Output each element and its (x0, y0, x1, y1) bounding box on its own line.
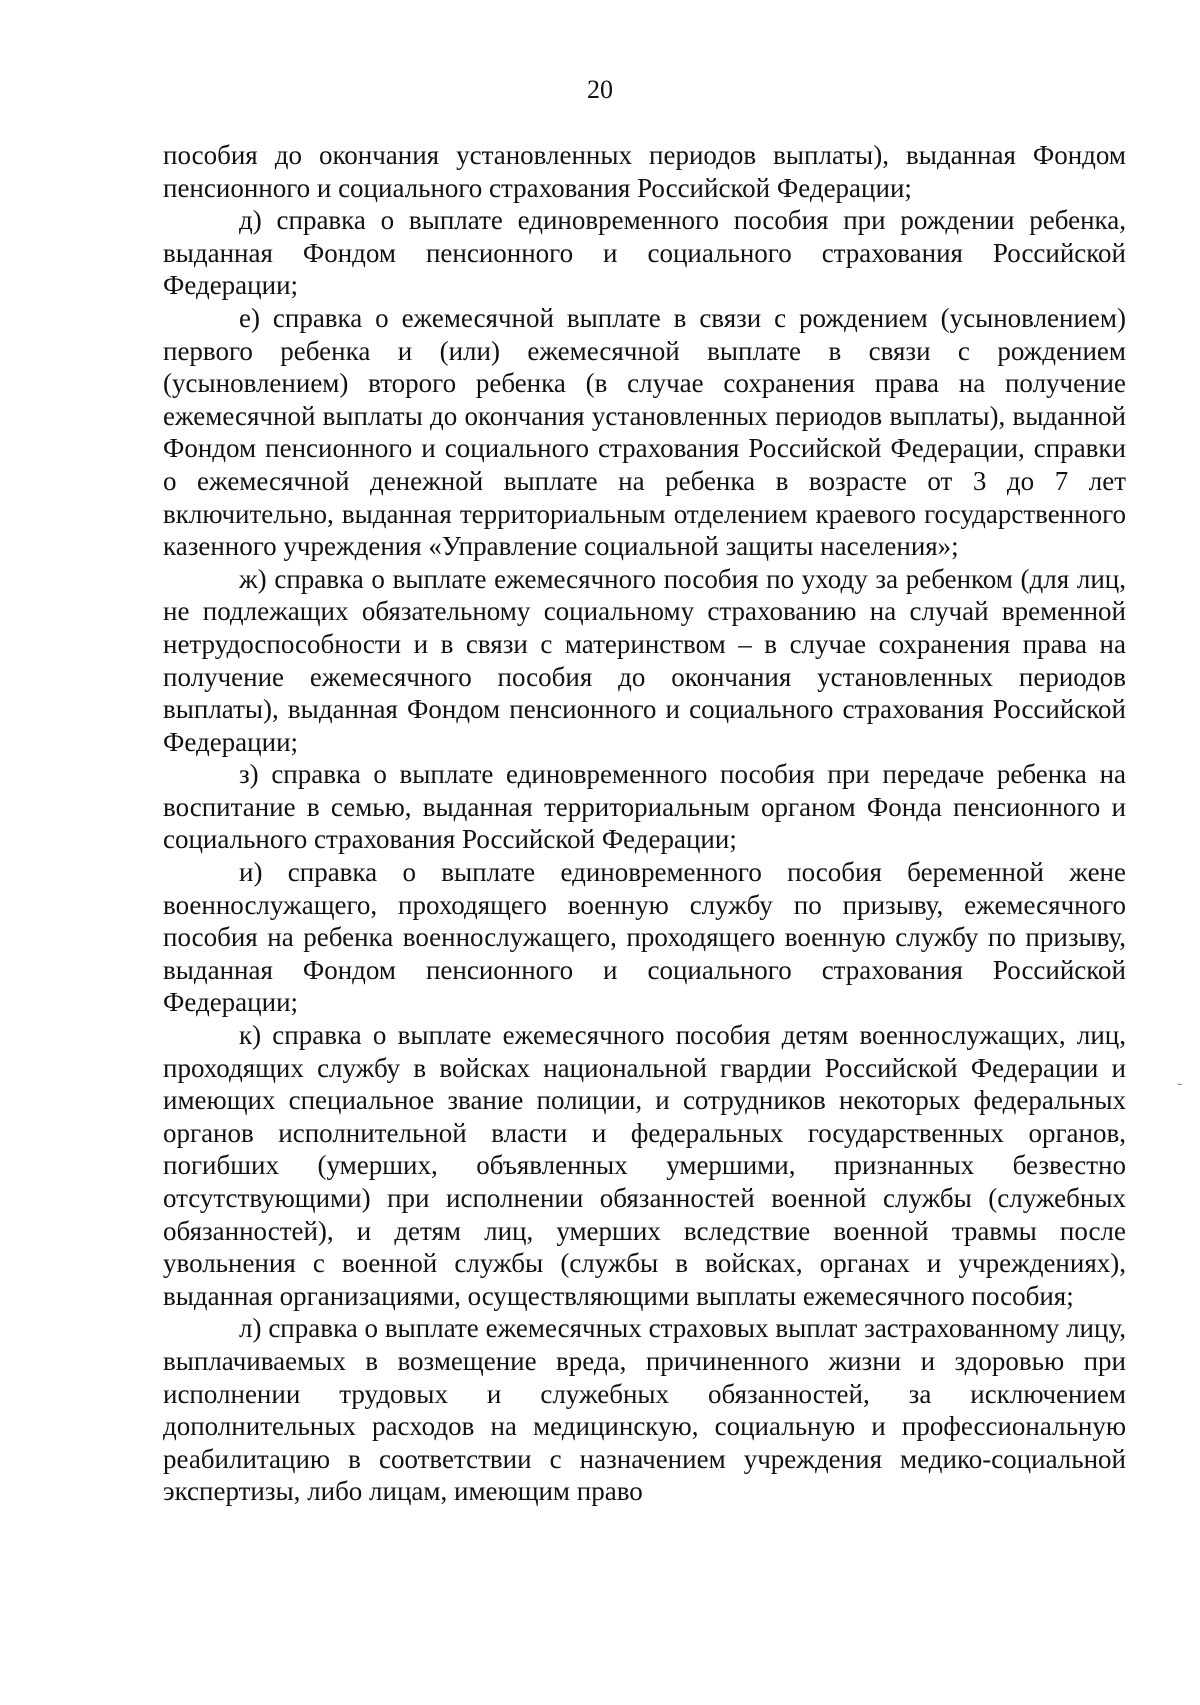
paragraph-continuation: пособия до окончания установленных периодов выплаты), выданная Фондом пенсионного и социального страхования Российской Федерации; (163, 140, 1126, 203)
paragraph-item-i: и) справка о выплате единовременного пособия беременной жене военнослужащего, проходящего военную службу по призыву, ежемесячного пособия на ребенка военнослужащего, проходящего военную службу по призыву, выданная Фондом пенсионного и социального страхования Российской Федерации; (163, 857, 1126, 1018)
paragraph-item-d: д) справка о выплате единовременного пособия при рождении ребенка, выданная Фондом пенсионного и социального страхования Российской Федерации; (163, 205, 1126, 301)
paragraph-item-k: к) справка о выплате ежемесячного пособия детям военнослужащих, лиц, проходящих службу в войсках национальной гвардии Российской Федерации и имеющих специальное звание полиции, и сотрудников некоторых федеральных органов исполнительной власти и федеральных государственных органов, погибших (умерших, объявленных умершими, признанных безвестно отсутствующими) при исполнении обязанностей военной службы (служебных обязанностей), и детям лиц, умерших вследствие военной травмы после увольнения с военной службы (службы в войсках, органах и учреждениях), выданная организациями, осуществляющими выплаты ежемесячного пособия; (163, 1020, 1126, 1311)
paragraph-item-e: е) справка о ежемесячной выплате в связи с рождением (усыновлением) первого ребенка и (или) ежемесячной выплате в связи с рождением (усыновлением) второго ребенка (в случае сохранения права на получение ежемесячной выплаты до окончания установленных периодов выплаты), выданной Фондом пенсионного и социального страхования Российской Федерации, справки о ежемесячной денежной выплате на ребенка в возрасте от 3 до 7 лет включительно, выданная территориальным отделением краевого государственного казенного учреждения «Управление социальной защиты населения»; (163, 302, 1126, 562)
paragraph-item-l: л) справка о выплате ежемесячных страховых выплат застрахованному лицу, выплачиваемых в возмещение вреда, причиненного жизни и здоровью при исполнении трудовых и служебных обязанностей, за исключением дополнительных расходов на медицинскую, социальную и профессиональную реабилитацию в соответствии с назначением учреждения медико-социальной экспертизы, либо лицам, имеющим право (163, 1313, 1126, 1507)
paragraph-item-z: з) справка о выплате единовременного пособия при передаче ребенка на воспитание в семью, выданная территориальным органом Фонда пенсионного и социального страхования Российской Федерации; (163, 759, 1126, 855)
scan-margin-mark: - (1177, 1075, 1183, 1092)
page-number: 20 (587, 75, 613, 104)
paragraph-item-zh: ж) справка о выплате ежемесячного пособия по уходу за ребенком (для лиц, не подлежащих обязательному социальному страхованию на случай временной нетрудоспособности и в связи с материнством – в случае сохранения права на получение ежемесячного пособия до окончания установленных периодов выплаты), выданная Фондом пенсионного и социального страхования Российской Федерации; (163, 563, 1126, 757)
document-body (163, 139, 1126, 1508)
